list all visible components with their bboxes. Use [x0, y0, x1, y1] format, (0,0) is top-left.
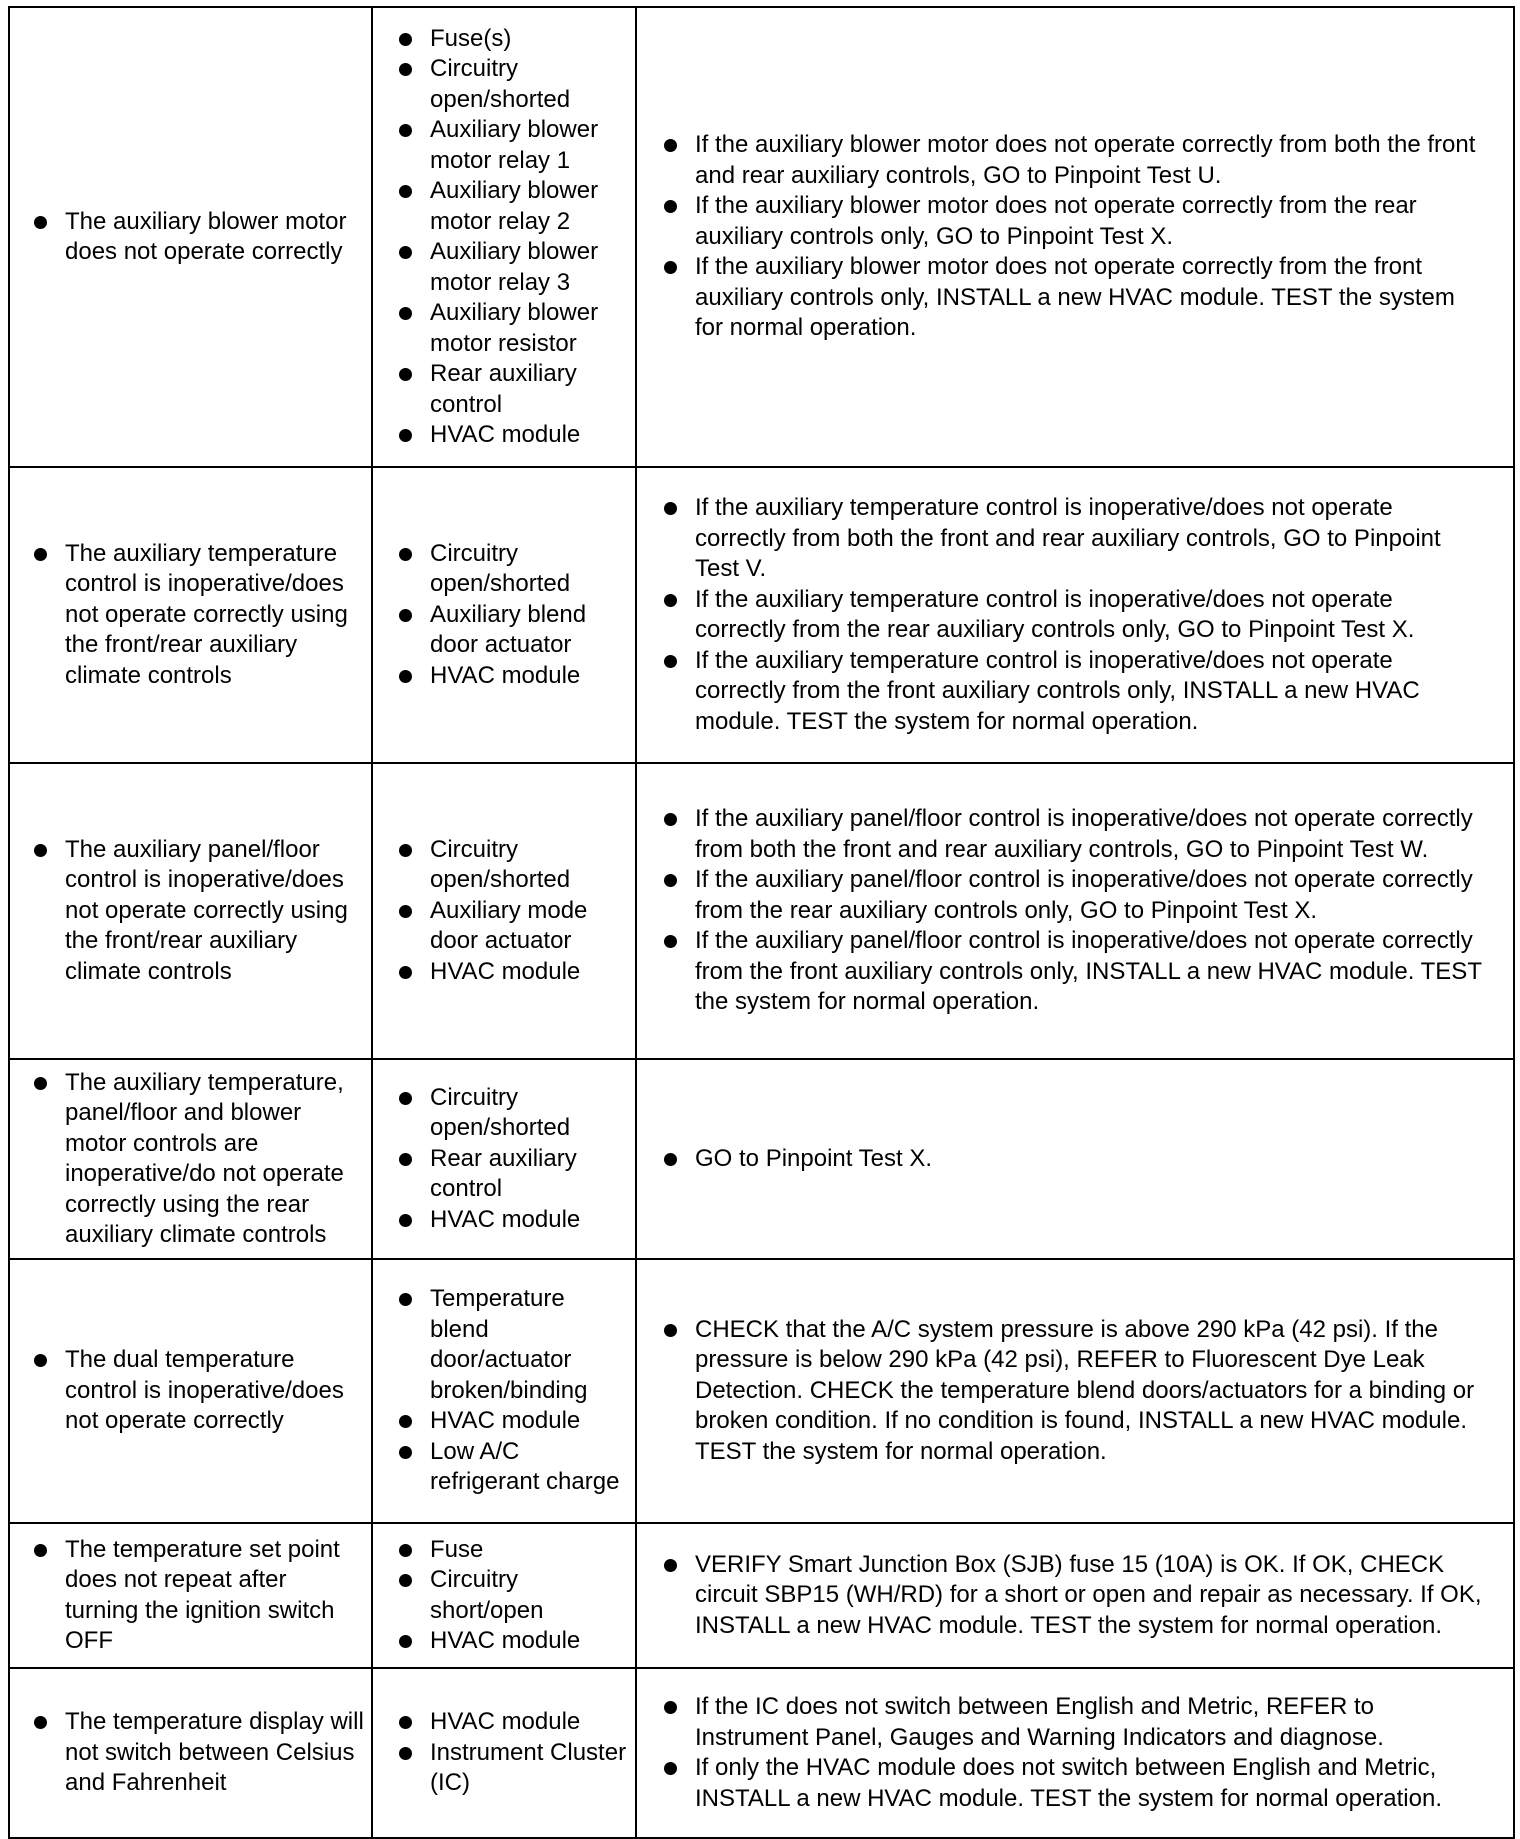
- cause-cell: [372, 7, 636, 467]
- table-row: [9, 763, 1514, 1059]
- cause-item: Fuse: [373, 1535, 629, 1566]
- cause-cell: [372, 763, 636, 1059]
- action-cell: [636, 763, 1514, 1059]
- symptom-text: The auxiliary temperature control is inoperative/does not operate correctly using the front/rear auxiliary climate controls: [10, 539, 365, 692]
- symptom-text: The auxiliary panel/floor control is inoperative/does not operate correctly using the front/rear auxiliary climate controls: [10, 835, 365, 988]
- table-row: [9, 1059, 1514, 1259]
- symptom-cell: [9, 1259, 372, 1523]
- table-row: [9, 7, 1514, 467]
- cause-item: Circuitry open/shorted: [373, 539, 629, 600]
- cause-item: Auxiliary mode door actuator: [373, 896, 629, 957]
- diagnostic-table-frame: [8, 6, 1513, 1839]
- action-item: If the auxiliary blower motor does not operate correctly from the front auxiliary controls only, INSTALL a new HVAC module. TEST the system for normal operation.: [637, 252, 1483, 344]
- cause-item: Auxiliary blower motor resistor: [373, 298, 629, 359]
- action-cell: [636, 1259, 1514, 1523]
- table-row: [9, 1259, 1514, 1523]
- cause-item: Auxiliary blower motor relay 3: [373, 237, 629, 298]
- action-cell: [636, 1523, 1514, 1668]
- action-cell: [636, 7, 1514, 467]
- action-item: If the auxiliary temperature control is inoperative/does not operate correctly from the front auxiliary controls only, INSTALL a new HVAC module. TEST the system for normal operation.: [637, 646, 1483, 738]
- cause-item: HVAC module: [373, 661, 629, 692]
- action-item: VERIFY Smart Junction Box (SJB) fuse 15 (10A) is OK. If OK, CHECK circuit SBP15 (WH/RD) for a short or open and repair as necessary. If OK, INSTALL a new HVAC module. TEST the system for normal operation.: [637, 1550, 1483, 1642]
- cause-item: Rear auxiliary control: [373, 1144, 629, 1205]
- cause-item: Low A/C refrigerant charge: [373, 1437, 629, 1498]
- cause-item: Rear auxiliary control: [373, 359, 629, 420]
- symptom-text: The auxiliary blower motor does not operate correctly: [10, 207, 365, 268]
- cause-item: Instrument Cluster (IC): [373, 1738, 629, 1799]
- symptom-cell: [9, 763, 372, 1059]
- cause-cell: [372, 1523, 636, 1668]
- cause-cell: [372, 1668, 636, 1838]
- cause-cell: [372, 1059, 636, 1259]
- action-item: If the IC does not switch between English and Metric, REFER to Instrument Panel, Gauges and Warning Indicators and diagnose.: [637, 1692, 1483, 1753]
- symptom-cell: [9, 467, 372, 763]
- action-cell: [636, 467, 1514, 763]
- symptom-cell: [9, 1059, 372, 1259]
- cause-item: HVAC module: [373, 957, 629, 988]
- cause-item: Circuitry open/shorted: [373, 1083, 629, 1144]
- cause-cell: [372, 467, 636, 763]
- table-row: [9, 1668, 1514, 1838]
- cause-item: HVAC module: [373, 1205, 629, 1236]
- action-item: If the auxiliary panel/floor control is inoperative/does not operate correctly from the rear auxiliary controls only, GO to Pinpoint Test X.: [637, 865, 1483, 926]
- action-item: GO to Pinpoint Test X.: [637, 1144, 1483, 1175]
- symptom-text: The temperature display will not switch between Celsius and Fahrenheit: [10, 1707, 365, 1799]
- action-item: If the auxiliary blower motor does not operate correctly from both the front and rear auxiliary controls, GO to Pinpoint Test U.: [637, 130, 1483, 191]
- table-row: [9, 467, 1514, 763]
- symptom-cell: [9, 7, 372, 467]
- cause-item: Circuitry short/open: [373, 1565, 629, 1626]
- cause-item: Circuitry open/shorted: [373, 835, 629, 896]
- action-item: CHECK that the A/C system pressure is above 290 kPa (42 psi). If the pressure is below 290 kPa (42 psi), REFER to Fluorescent Dye Leak Detection. CHECK the temperature blend doors/actuators for a binding or broken condition. If no condition is found, INSTALL a new HVAC module. TEST the system for normal operation.: [637, 1315, 1483, 1468]
- action-item: If the auxiliary temperature control is inoperative/does not operate correctly from both the front and rear auxiliary controls, GO to Pinpoint Test V.: [637, 493, 1483, 585]
- action-cell: [636, 1059, 1514, 1259]
- cause-item: HVAC module: [373, 1707, 629, 1738]
- cause-item: Temperature blend door/actuator broken/binding: [373, 1284, 629, 1406]
- cause-item: Auxiliary blower motor relay 1: [373, 115, 629, 176]
- cause-item: HVAC module: [373, 1406, 629, 1437]
- action-cell: [636, 1668, 1514, 1838]
- action-item: If the auxiliary temperature control is inoperative/does not operate correctly from the rear auxiliary controls only, GO to Pinpoint Test X.: [637, 585, 1483, 646]
- symptom-text: The temperature set point does not repeat after turning the ignition switch OFF: [10, 1535, 365, 1657]
- symptom-cell: [9, 1668, 372, 1838]
- symptom-chart-table: [8, 6, 1515, 1839]
- cause-cell: [372, 1259, 636, 1523]
- cause-item: HVAC module: [373, 1626, 629, 1657]
- symptom-cell: [9, 1523, 372, 1668]
- cause-item: Auxiliary blower motor relay 2: [373, 176, 629, 237]
- action-item: If the auxiliary blower motor does not operate correctly from the rear auxiliary controls only, GO to Pinpoint Test X.: [637, 191, 1483, 252]
- cause-item: Fuse(s): [373, 24, 629, 55]
- cause-item: Circuitry open/shorted: [373, 54, 629, 115]
- symptom-text: The dual temperature control is inoperative/does not operate correctly: [10, 1345, 365, 1437]
- action-item: If the auxiliary panel/floor control is inoperative/does not operate correctly from both the front and rear auxiliary controls, GO to Pinpoint Test W.: [637, 804, 1483, 865]
- cause-item: Auxiliary blend door actuator: [373, 600, 629, 661]
- symptom-text: The auxiliary temperature, panel/floor and blower motor controls are inoperative/do not operate correctly using the rear auxiliary climate controls: [10, 1068, 365, 1251]
- cause-item: HVAC module: [373, 420, 629, 451]
- action-item: If only the HVAC module does not switch between English and Metric, INSTALL a new HVAC module. TEST the system for normal operation.: [637, 1753, 1483, 1814]
- table-row: [9, 1523, 1514, 1668]
- action-item: If the auxiliary panel/floor control is inoperative/does not operate correctly from the front auxiliary controls only, INSTALL a new HVAC module. TEST the system for normal operation.: [637, 926, 1483, 1018]
